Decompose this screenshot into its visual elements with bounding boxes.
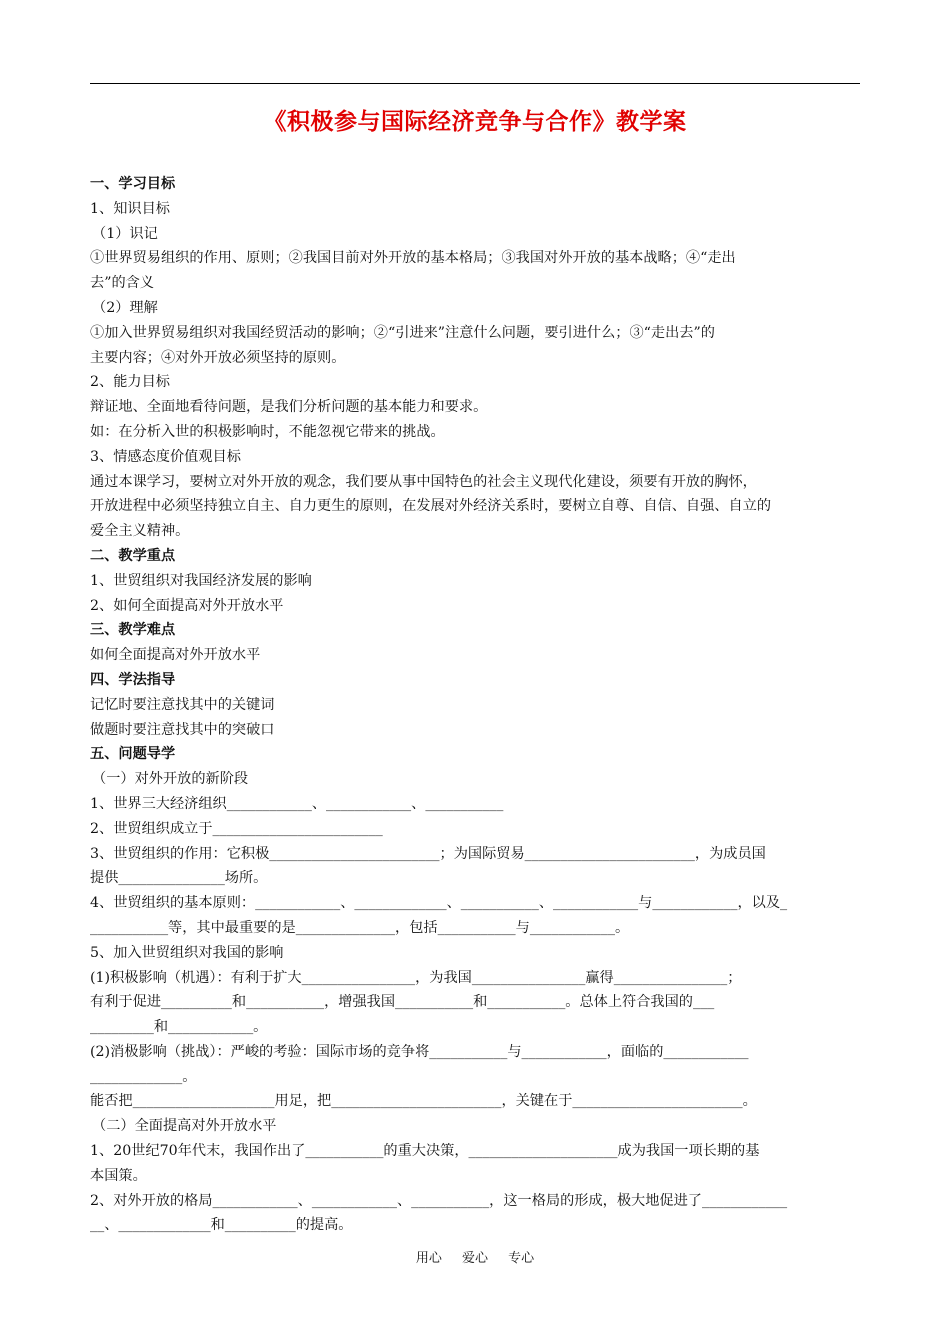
section-heading: 五、问题导学 — [90, 746, 176, 763]
text-line: （1）识记 — [92, 225, 158, 242]
text-line: ①世界贸易组织的作用、原则；②我国目前对外开放的基本格局；③我国对外开放的基本战略；④“走出 — [90, 250, 736, 267]
text-line: 爱全主义精神。 — [90, 523, 190, 540]
text-line: __、_____________和__________的提高。 — [90, 1217, 353, 1234]
text-line: 2、如何全面提高对外开放水平 — [90, 597, 284, 614]
document-body — [90, 172, 860, 1238]
text-line: _________和____________。 — [90, 1019, 268, 1036]
text-line: 2、对外开放的格局____________、____________、___________，这一格局的形成，极大地促进了____________ — [90, 1192, 788, 1209]
text-line: 如何全面提高对外开放水平 — [90, 647, 261, 664]
text-line: ①加入世界贸易组织对我国经贸活动的影响；②“引进来”注意什么问题，要引进什么；③“走出去”的 — [90, 324, 715, 341]
section-heading: 一、学习目标 — [90, 176, 176, 192]
section-heading: 二、教学重点 — [90, 547, 176, 564]
text-line: 1、20世纪70年代末，我国作出了___________的重大决策，_____________________成为我国一项长期的基 — [90, 1143, 760, 1160]
section-heading: 四、学法指导 — [90, 671, 176, 688]
text-line: 1、世界三大经济组织____________、____________、___________ — [90, 795, 504, 812]
text-line: 能否把____________________用足，把________________________，关键在于________________________。 — [90, 1093, 757, 1110]
text-line: 2、能力目标 — [90, 374, 170, 391]
text-line: 5、加入世贸组织对我国的影响 — [90, 944, 284, 961]
page-footer: 用心 爱心 专心 — [415, 1251, 535, 1266]
text-line: (2)消极影响（挑战）：严峻的考验：国际市场的竞争将___________与____________，面临的____________ — [90, 1043, 749, 1060]
text-line: 开放进程中必须坚持独立自主、自力更生的原则，在发展对外经济关系时，要树立自尊、自信、自强、自立的 — [90, 498, 772, 515]
text-line: 1、知识目标 — [90, 200, 170, 217]
header-rule — [90, 83, 860, 84]
text-line: 通过本课学习，要树立对外开放的观念，我们要从事中国特色的社会主义现代化建设，须要有开放的胸怀， — [90, 473, 757, 490]
text-line: 记忆时要注意找其中的关键词 — [90, 696, 275, 713]
text-line: 主要内容；④对外开放必须坚持的原则。 — [90, 349, 346, 366]
text-line: 3、情感态度价值观目标 — [90, 448, 241, 465]
document-title: 《积极参与国际经济竞争与合作》教学案 — [263, 108, 687, 135]
text-line: 1、世贸组织对我国经济发展的影响 — [90, 572, 312, 589]
text-line: 3、世贸组织的作用：它积极________________________；为国际贸易________________________，为成员国 — [90, 845, 766, 862]
section-heading: 三、教学难点 — [90, 622, 176, 639]
text-line: 4、世贸组织的基本原则：____________、_____________、___________、____________与____________，以及_ — [90, 895, 788, 912]
text-line: 有利于促进__________和___________，增强我国___________和___________。总体上符合我国的___ — [90, 994, 715, 1011]
text-line: 做题时要注意找其中的突破口 — [90, 721, 275, 738]
text-line: 如：在分析入世的积极影响时，不能忽视它带来的挑战。 — [90, 423, 445, 440]
text-line: （二）全面提高对外开放水平 — [92, 1118, 277, 1135]
text-line: （一）对外开放的新阶段 — [92, 771, 249, 788]
text-line: 本国策。 — [90, 1167, 147, 1184]
text-line: 去”的含义 — [90, 275, 155, 292]
text-line: _____________。 — [90, 1068, 197, 1085]
text-line: ___________等，其中最重要的是______________，包括___________与____________。 — [90, 919, 630, 936]
text-line: 2、世贸组织成立于________________________ — [90, 820, 383, 837]
text-line: (1)积极影响（机遇）：有利于扩大________________，为我国________________赢得________________； — [90, 969, 742, 986]
text-line: 辩证地、全面地看待问题，是我们分析问题的基本能力和要求。 — [90, 399, 488, 416]
text-line: 提供_______________场所。 — [90, 870, 268, 887]
text-line: （2）理解 — [92, 299, 158, 316]
